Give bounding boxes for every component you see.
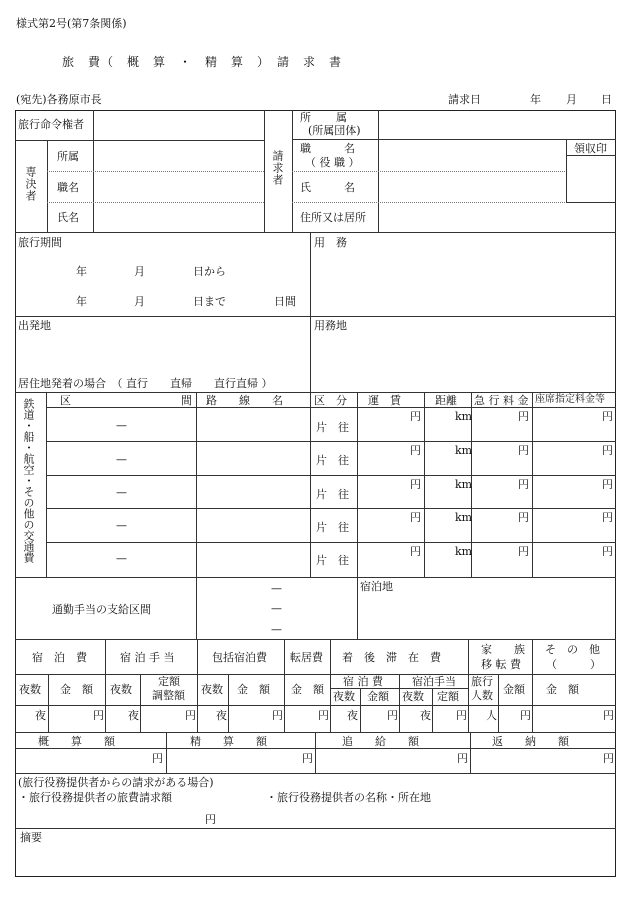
estimate-label: 概 算 額 — [38, 735, 115, 748]
row-express-unit: 円 — [518, 444, 529, 457]
col-express: 急 行 料 金 — [474, 394, 529, 407]
other-amount-label: 金 額 — [546, 683, 579, 696]
unit-night: 夜 — [128, 709, 139, 722]
page-title: 旅 費（ 概 算 ・ 精 算 ） 請 求 書 — [62, 55, 343, 69]
period-to-year: 年 — [76, 295, 87, 308]
row-km-unit: km — [455, 511, 473, 524]
row-dash: — — [116, 419, 127, 432]
row-kind: 片 往 — [316, 521, 349, 534]
addressee: (宛先)各務原市長 — [16, 93, 102, 106]
row-dash: — — [116, 453, 127, 466]
business-place-label: 用務地 — [314, 319, 347, 332]
provider-claim-amount-label: ・旅行役務提供者の旅費請求額 — [18, 791, 172, 804]
unit-yen: 円 — [387, 709, 398, 722]
row-fare-unit: 円 — [410, 410, 421, 423]
decider-name-label: 氏名 — [57, 211, 79, 224]
claimant-address-label: 住所又は居所 — [300, 211, 366, 224]
row-kind: 片 往 — [316, 421, 349, 434]
row-seat-unit: 円 — [602, 511, 613, 524]
row-fare-unit: 円 — [410, 444, 421, 457]
provider-yen: 円 — [205, 813, 216, 826]
inclusive-lodging-header: 包括宿泊費 — [212, 651, 267, 664]
col-route: 路 線 名 — [206, 394, 283, 407]
col-section: 区 間 — [60, 394, 192, 407]
row-express-unit: 円 — [518, 511, 529, 524]
claimant-dept-sub: (所属団体) — [308, 124, 361, 137]
family-amount-label: 金額 — [503, 683, 525, 696]
claimant-name-label: 氏 名 — [300, 181, 355, 194]
period-days: 日間 — [274, 295, 296, 308]
row-km-unit: km — [455, 478, 473, 491]
request-date-year: 年 — [530, 93, 541, 106]
stay-allowance-nights: 夜数 — [402, 690, 424, 703]
claimant-label: 請求者 — [271, 150, 284, 186]
stay-lodging-label: 宿 泊 費 — [343, 675, 383, 688]
col-distance: 距離 — [435, 394, 457, 407]
relocation-header: 転居費 — [290, 651, 323, 664]
stay-allowance-fixed: 定額 — [437, 690, 459, 703]
family-move-header: 家 族 — [481, 643, 525, 656]
unit-night: 夜 — [347, 709, 358, 722]
commute-dash-3: — — [271, 623, 282, 636]
decider-dept-label: 所属 — [57, 150, 79, 163]
row-km-unit: km — [455, 545, 473, 558]
relocation-amount-label: 金 額 — [291, 683, 324, 696]
provider-case-label: (旅行役務提供者からの請求がある場合) — [18, 776, 214, 789]
travelers-label-2: 人数 — [471, 689, 493, 702]
request-date-month: 月 — [566, 93, 577, 106]
remarks-label: 摘要 — [20, 831, 42, 844]
transport-side-label: 鉄道・船・航空・その他の交通費 — [22, 398, 35, 563]
unit-yen: 円 — [185, 709, 196, 722]
period-from-month: 月 — [134, 265, 145, 278]
settlement-label: 精 算 額 — [190, 735, 267, 748]
unit-night: 夜 — [35, 709, 46, 722]
decider-position-label: 職名 — [57, 181, 79, 194]
row-fare-unit: 円 — [410, 545, 421, 558]
travel-order-authority-label: 旅行命令権者 — [18, 118, 84, 131]
request-date-label: 請求日 — [448, 93, 481, 106]
unit-yen: 円 — [520, 709, 531, 722]
other-header: そ の 他 — [545, 643, 600, 656]
col-seat: 座席指定料金等 — [535, 394, 605, 405]
unit-yen: 円 — [456, 709, 467, 722]
fixed-adjust-label-2: 調整額 — [152, 689, 185, 702]
row-dash: — — [116, 486, 127, 499]
row-km-unit: km — [455, 410, 473, 423]
residence-case-label: 居住地発着の場合 （ 直行 直帰 直行直帰 ） — [18, 377, 273, 390]
allowance-nights-label: 夜数 — [110, 683, 132, 696]
row-km-unit: km — [455, 444, 473, 457]
row-seat-unit: 円 — [602, 410, 613, 423]
col-fare: 運 賃 — [368, 394, 401, 407]
settlement-yen: 円 — [302, 752, 313, 765]
lodging-nights-label: 夜数 — [19, 683, 41, 696]
period-to-day: 日まで — [193, 295, 226, 308]
stay-after-arrival-header: 着 後 滞 在 費 — [342, 651, 441, 664]
commute-dash-1: — — [271, 582, 282, 595]
travelers-label: 旅行 — [471, 675, 493, 688]
receipt-seal-label: 領収印 — [574, 142, 607, 155]
stay-lodging-nights: 夜数 — [333, 690, 355, 703]
decider-label: 専決者 — [24, 166, 37, 202]
row-express-unit: 円 — [518, 410, 529, 423]
request-date-day: 日 — [601, 93, 612, 106]
row-seat-unit: 円 — [602, 545, 613, 558]
unit-yen: 円 — [93, 709, 104, 722]
stay-lodging-amount: 金額 — [367, 690, 389, 703]
commute-label: 通勤手当の支給区間 — [52, 603, 151, 616]
inclusive-nights-label: 夜数 — [201, 683, 223, 696]
lodging-place-label: 宿泊地 — [360, 580, 393, 593]
row-dash: — — [116, 519, 127, 532]
provider-name-address-label: ・旅行役務提供者の名称・所在地 — [266, 791, 431, 804]
col-kind: 区 分 — [314, 394, 347, 407]
period-from-year: 年 — [76, 265, 87, 278]
additional-label: 追 給 額 — [342, 735, 419, 748]
inclusive-amount-label: 金 額 — [237, 683, 270, 696]
row-express-unit: 円 — [518, 545, 529, 558]
row-kind: 片 往 — [316, 554, 349, 567]
estimate-yen: 円 — [152, 752, 163, 765]
lodging-amount-label: 金 額 — [60, 683, 93, 696]
period-to-month: 月 — [134, 295, 145, 308]
lodging-cost-header: 宿 泊 費 — [32, 651, 87, 664]
period-from-day: 日から — [193, 265, 226, 278]
row-kind: 片 往 — [316, 488, 349, 501]
row-kind: 片 往 — [316, 454, 349, 467]
family-move-header-2: 移 転 費 — [481, 658, 521, 671]
commute-dash-2: — — [271, 602, 282, 615]
stay-allowance-label: 宿泊手当 — [412, 675, 456, 688]
row-express-unit: 円 — [518, 478, 529, 491]
additional-yen: 円 — [457, 752, 468, 765]
other-header-paren: （ ） — [546, 658, 601, 671]
business-label: 用 務 — [314, 236, 347, 249]
row-seat-unit: 円 — [602, 444, 613, 457]
unit-yen: 円 — [603, 709, 614, 722]
unit-night: 夜 — [420, 709, 431, 722]
unit-person: 人 — [486, 709, 497, 722]
unit-yen: 円 — [272, 709, 283, 722]
row-dash: — — [116, 552, 127, 565]
claimant-position-label: 職 名 — [300, 142, 355, 155]
unit-night: 夜 — [216, 709, 227, 722]
row-seat-unit: 円 — [602, 478, 613, 491]
unit-yen: 円 — [318, 709, 329, 722]
fixed-adjust-label: 定額 — [158, 675, 180, 688]
travel-period-label: 旅行期間 — [18, 236, 62, 249]
lodging-allowance-header: 宿 泊 手 当 — [120, 651, 175, 664]
claimant-position-sub: （ 役 職 ） — [305, 156, 360, 169]
form-number: 様式第2号(第7条関係) — [16, 17, 127, 30]
refund-yen: 円 — [603, 752, 614, 765]
row-fare-unit: 円 — [410, 511, 421, 524]
refund-label: 返 納 額 — [492, 735, 569, 748]
departure-label: 出発地 — [18, 319, 51, 332]
claimant-dept-label: 所 属 — [300, 111, 348, 124]
row-fare-unit: 円 — [410, 478, 421, 491]
